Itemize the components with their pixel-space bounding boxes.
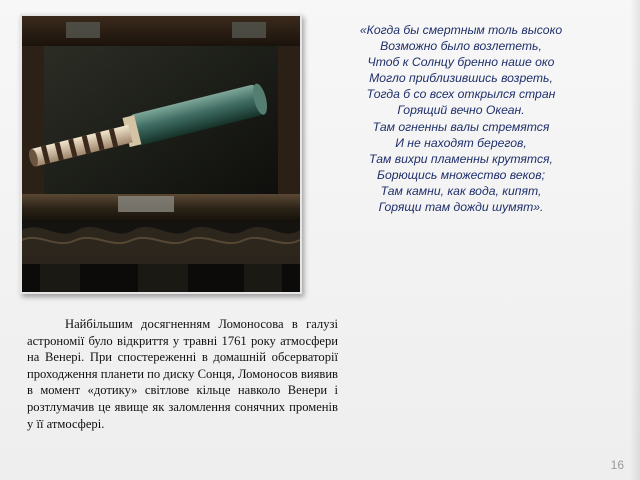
paragraph-text: Найбільшим досягненням Ломоносова в галузі астрономії було відкриття у травні 1761 року атмосфери на Венері. При спостереженні в домашній обсерваторії проходження планети по диску Сонця, Ломоносов виявив в момент «дотику» світлове кільце навколо Венери і розтлумачив це явище як заломлення сонячних променів у її атмосфері. [27,317,338,431]
poem-line: Тогда б со всех открылся стран [366,87,556,102]
poem-line: Могло приблизившись возреть, [369,71,553,86]
page-number: 16 [610,458,624,472]
poem-line: Там вихри пламенны крутятся, [369,151,553,166]
body-paragraph [27,316,338,432]
poem-line: Горящи там дожди шумят». [378,200,544,215]
poem-line: Там камни, как вода, кипят, [380,183,542,198]
poem-quote [330,22,592,215]
telescope-image [22,16,300,292]
slide-edge-shadow [630,0,640,480]
poem-line: «Когда бы смертным толь высоко [359,23,563,37]
telescope-photo [20,14,302,294]
poem-line: Борющись множество веков; [377,167,545,182]
poem-line: Там огненны валы стремятся [372,119,550,134]
poem-line: Возможно было возлететь, [380,39,542,54]
poem-line: Чтоб к Солнцу бренно наше око [367,55,555,70]
poem-line: Горящий вечно Океан. [397,103,525,118]
poem-line: И не находят берегов, [395,135,527,150]
